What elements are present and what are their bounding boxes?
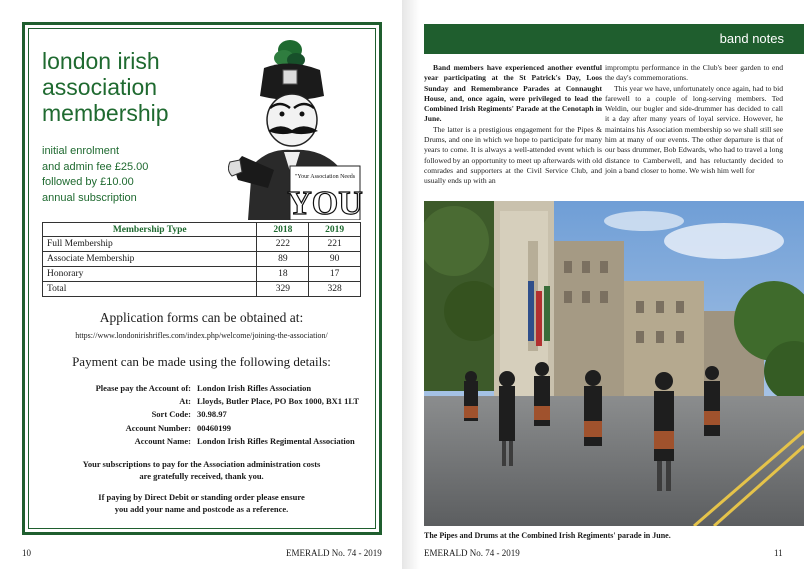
- payment-label: Please pay the Account of:: [95, 383, 191, 393]
- column-header: 2018: [257, 223, 309, 237]
- application-heading: Application forms can be obtained at:: [99, 310, 304, 325]
- payment-value: London Irish Rifles Association: [197, 383, 312, 393]
- payment-details: [42, 383, 361, 449]
- count-2019-cell: 328: [309, 282, 361, 297]
- table-row: [43, 282, 361, 297]
- count-2018-cell: 329: [257, 282, 309, 297]
- count-2019-cell: 90: [309, 252, 361, 267]
- payment-label: Sort Code:: [151, 409, 191, 420]
- table-row: [43, 252, 361, 267]
- payment-value: 00460199: [197, 422, 231, 433]
- table-header-row: [43, 223, 361, 237]
- application-url-link[interactable]: https://www.londonirishrifles.com/index.php/welcome/joining-the-association/: [75, 331, 328, 340]
- column-header: 2019: [309, 223, 361, 237]
- poster-caption: "Your Association Needs: [294, 174, 356, 180]
- payment-row: [42, 396, 361, 409]
- payment-row: [42, 409, 361, 422]
- membership-table: [42, 222, 361, 297]
- column-header: Membership Type: [43, 223, 257, 237]
- membership-type-cell: Honorary: [43, 267, 257, 282]
- payment-heading: Payment can be made using the following details:: [72, 354, 331, 369]
- poster-you: YOU: [287, 185, 363, 220]
- section-title: band notes: [719, 31, 784, 46]
- subscription-note: [42, 458, 361, 482]
- count-2018-cell: 222: [257, 237, 309, 252]
- article-paragraph: This year we have, unfortunately once again, had to bid farewell to a couple of long-serving members. Ted Weldin, our bugler and side-drummer has decided to call it a day after many years of loyal service. However, he maintains his Association membership so we shall still see him at many of our events. The other departure is that of our bass drummer, Bob Edwards, who had to travel a long distance to Camberwell, and has reluctantly decided to join a band closer to home. We wish him well for: [605, 83, 783, 175]
- fee-line: and admin fee £25.00: [42, 160, 149, 173]
- article-column-2: [605, 63, 783, 176]
- article-paragraph: The latter is a prestigious engagement for the Pipes & Drums, and one in which we hope to participate for many years to come. It is always a well-attended event which is followed by an opportunity to meet up afterwards with old comrades and supporters at the Civil Service Club, and usually ends up with an: [424, 124, 602, 186]
- article-paragraph: impromptu performance in the Club's beer garden to end the day's commemorations.: [605, 63, 783, 83]
- payment-value: London Irish Rifles Regimental Association: [197, 435, 355, 446]
- count-2018-cell: 18: [257, 267, 309, 282]
- parade-photo: [424, 201, 804, 526]
- note-line: are gratefully received, thank you.: [139, 471, 264, 481]
- table-row: [43, 267, 361, 282]
- page-number: 10: [22, 548, 31, 558]
- payment-row: [42, 436, 361, 449]
- magazine-footer: EMERALD No. 74 - 2019: [286, 548, 382, 558]
- membership-type-cell: Associate Membership: [43, 252, 257, 267]
- membership-fee-text: [42, 144, 222, 206]
- membership-title: london irish association membership: [42, 48, 169, 126]
- right-page: [402, 0, 804, 569]
- recruitment-poster-image: [228, 38, 363, 220]
- membership-type-cell: Total: [43, 282, 257, 297]
- note-line: you add your name and postcode as a reference.: [114, 504, 289, 514]
- fee-line: initial enrolment: [42, 145, 120, 157]
- page-gutter-shadow: [402, 0, 420, 569]
- article-column-1: [424, 63, 602, 187]
- membership-type-cell: Full Membership: [43, 237, 257, 252]
- section-header-bar: [424, 24, 804, 54]
- photo-caption: The Pipes and Drums at the Combined Irish Regiments' parade in June.: [424, 531, 671, 540]
- count-2018-cell: 89: [257, 252, 309, 267]
- payment-label: Account Number:: [125, 422, 191, 433]
- payment-value: 30.98.97: [197, 409, 227, 420]
- direct-debit-note: [42, 491, 361, 515]
- count-2019-cell: 221: [309, 237, 361, 252]
- table-row: [43, 237, 361, 252]
- article-lead-paragraph: Band members have experienced another eventful year participating at the St Patrick's Day, Loos Sunday and Remembrance Parades at Connaught House, and, once again, were privileged to lead the Combined Irish Regiments' Parade at the Cenotaph in June.: [424, 63, 602, 124]
- fee-line: annual subscription: [42, 191, 137, 204]
- magazine-footer: EMERALD No. 74 - 2019: [424, 548, 520, 558]
- note-line: If paying by Direct Debit or standing order please ensure: [98, 492, 305, 502]
- note-line: Your subscriptions to pay for the Association administration costs: [82, 459, 321, 469]
- payment-value: Lloyds, Butler Place, PO Box 1000, BX1 1LT: [197, 396, 359, 407]
- count-2019-cell: 17: [309, 267, 361, 282]
- page-number: 11: [774, 548, 783, 558]
- fee-line: followed by £10.00: [42, 176, 134, 188]
- payment-row: [42, 423, 361, 436]
- payment-row: [42, 383, 361, 396]
- payment-label: At:: [179, 396, 191, 407]
- payment-label: Account Name:: [134, 435, 191, 446]
